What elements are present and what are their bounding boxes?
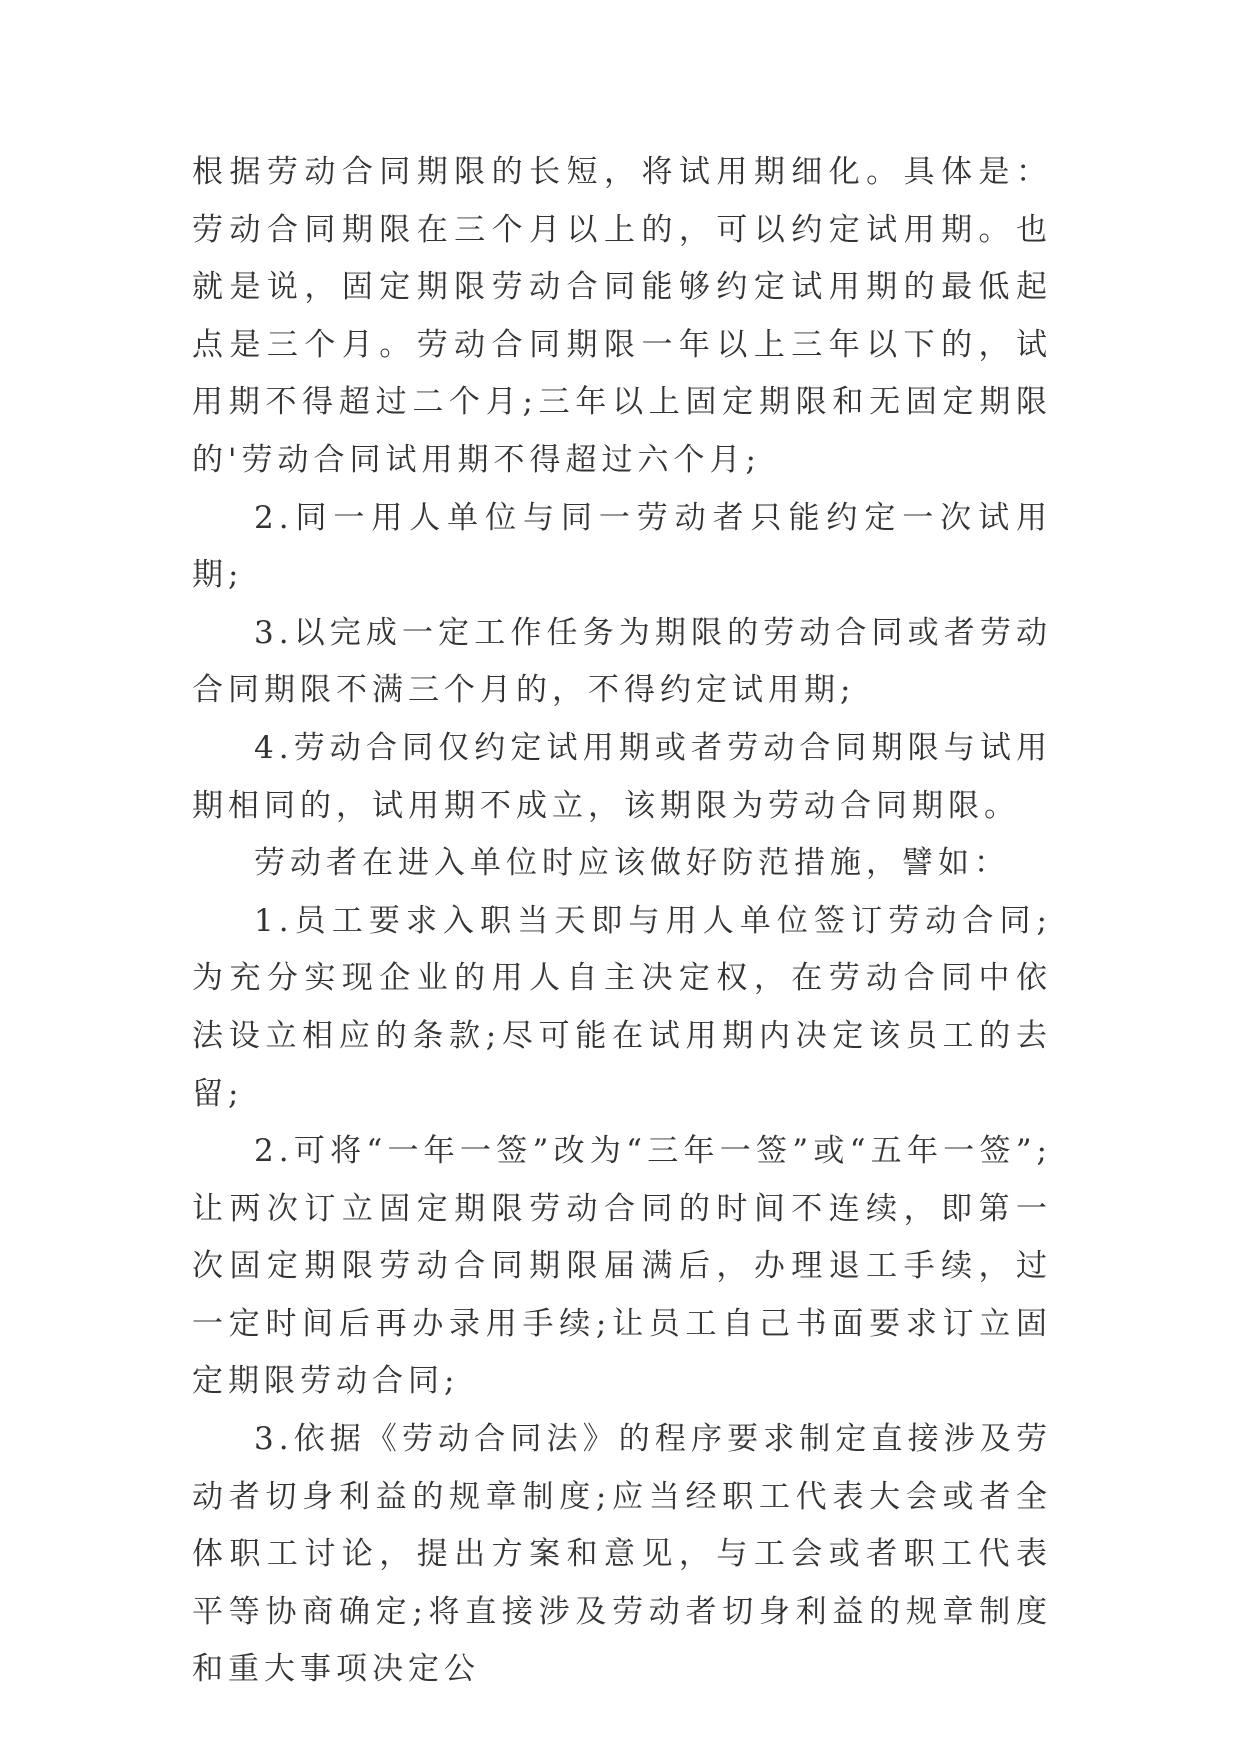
paragraph-precaution-2: 2.可将“一年一签”改为“三年一签”或“五年一签”;让两次订立固定期限劳动合同的时间不连续，即第一次固定期限劳动合同期限届满后，办理退工手续，过一定时间后再办录用手续;让员工自己书面要求订立固定期限劳动合同; — [192, 1133, 1052, 1400]
paragraph-probation-term-rules: 根据劳动合同期限的长短，将试用期细化。具体是：劳动合同期限在三个月以上的，可以约定试用期。也就是说，固定期限劳动合同能够约定试用期的最低起点是三个月。劳动合同期限一年以上三年以下的，试用期不得超过二个月;三年以上固定期限和无固定期限的'劳动合同试用期不得超过六个月; — [192, 154, 1052, 478]
paragraph-item-3-no-probation: 3.以完成一定工作任务为期限的劳动合同或者劳动合同期限不满三个月的，不得约定试用期; — [192, 614, 1052, 709]
paragraph-precaution-1: 1.员工要求入职当天即与用人单位签订劳动合同;为充分实现企业的用人自主决定权，在劳动合同中依法设立相应的条款;尽可能在试用期内决定该员工的去留; — [192, 902, 1052, 1112]
paragraph-precautions-intro: 劳动者在进入单位时应该做好防范措施，譬如： — [254, 845, 1010, 882]
paragraph-item-4-probation-invalid: 4.劳动合同仅约定试用期或者劳动合同期限与试用期相同的，试用期不成立，该期限为劳动合同期限。 — [192, 729, 1052, 824]
paragraph-item-2-single-probation: 2.同一用人单位与同一劳动者只能约定一次试用期; — [192, 499, 1052, 594]
document-body — [192, 144, 1052, 1699]
paragraph-precaution-3: 3.依据《劳动合同法》的程序要求制定直接涉及劳动者切身利益的规章制度;应当经职工代表大会或者全体职工讨论，提出方案和意见，与工会或者职工代表平等协商确定;将直接涉及劳动者切身利益的规章制度和重大事项决定公 — [192, 1421, 1052, 1688]
